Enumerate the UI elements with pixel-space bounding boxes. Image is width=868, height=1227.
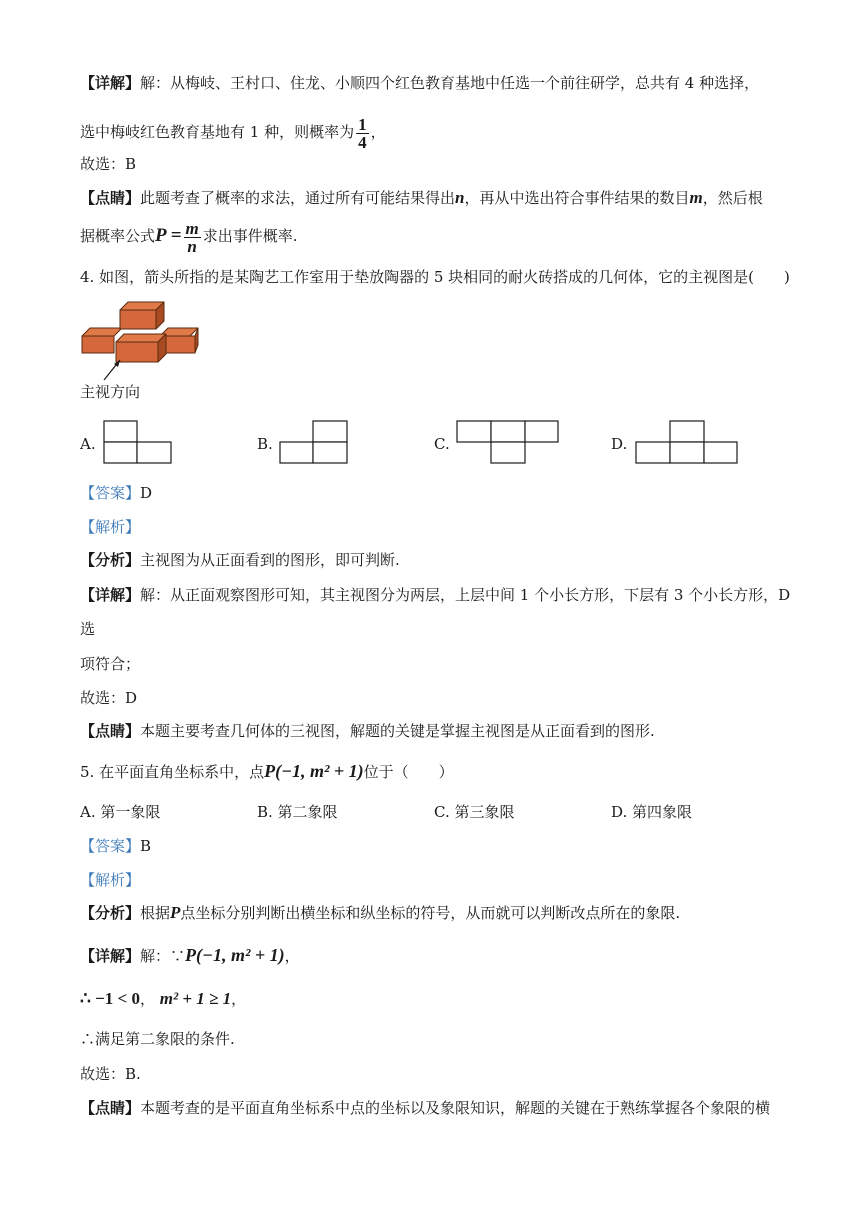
q4-detail-line1: 【详解】解：从正面观察图形可知，其主视图分为两层，上层中间 1 个小长方形，下层有 3 个小长方形，D (80, 586, 791, 604)
q3-choose: 故选：B (80, 155, 137, 173)
q4-option-c-label: C. (434, 435, 450, 453)
q5-comment: 【点睛】本题考查的是平面直角坐标系中点的坐标以及象限知识，解题的关键在于熟练掌握各个象限的横 (80, 1099, 771, 1117)
q5-point: P(−1, m² + 1) (264, 761, 364, 781)
q4-answer: 【答案】D (80, 484, 153, 502)
q4-analysis-tag: 【解析】 (80, 518, 141, 536)
q5-option-d: D. 第四象限 (611, 803, 693, 821)
q4-detail-line3: 项符合； (80, 655, 141, 673)
q5-answer: 【答案】B (80, 837, 152, 855)
q5-option-a: A. 第一象限 (80, 803, 161, 821)
probability-formula: $\frac{m}{n}$ (185, 218, 199, 256)
probability-fraction: $\frac{1}{4}$ (358, 114, 367, 152)
q4-option-a-label: A. (80, 435, 96, 453)
q5-satisfy: ∴满足第二象限的条件. (80, 1030, 235, 1048)
q5-therefore: ∴ −1 < 0， m² + 1 ≥ 1， (80, 989, 247, 1008)
q5-analyze: 【分析】根据P点坐标分别判断出横坐标和纵坐标的符号，从而就可以判断改点所在的象限. (80, 903, 681, 922)
q3-comment-line1: 【点睛】此题考查了概率的求法，通过所有可能结果得出n，再从中选出符合事件结果的数目m，然后根 (80, 188, 763, 207)
q3-detail-line1: 【详解】解：从梅岐、王村口、住龙、小顺四个红色教育基地中任选一个前往研学，总共有 4 种选择， (80, 74, 760, 92)
q4-comment: 【点睛】本题主要考查几何体的三视图，解题的关键是掌握主视图是从正面看到的图形. (80, 722, 655, 740)
q3-detail-line2: 选中梅岐红色教育基地有 1 种，则概率为 $\frac{1}{4}$ ， (80, 114, 386, 152)
q4-option-d-label: D. (611, 435, 628, 453)
q4-choose: 故选：D (80, 689, 138, 707)
q4-option-a-figure (103, 420, 173, 464)
q4-analyze: 【分析】主视图为从正面看到的图形，即可判断. (80, 551, 400, 569)
q5-option-b: B. 第二象限 (257, 803, 338, 821)
q4-option-d-figure (635, 420, 739, 464)
q4-detail-line2: 选 (80, 620, 96, 638)
brick-figure (80, 298, 202, 382)
view-direction-label: 主视方向 (80, 383, 141, 401)
q4-option-b-figure (279, 420, 349, 464)
q4-stem: 4. 如图，箭头所指的是某陶艺工作室用于垫放陶器的 5 块相同的耐火砖搭成的几何体，它的主视图是( ) (80, 268, 790, 286)
q5-detail: 【详解】解：∵P(−1, m² + 1)， (80, 945, 300, 965)
q4-option-b-label: B. (257, 435, 273, 453)
detail-tag: 【详解】 (80, 74, 141, 92)
q5-stem: 5. 在平面直角坐标系中，点P(−1, m² + 1)位于（ ） (80, 761, 454, 781)
q5-analysis-tag: 【解析】 (80, 871, 141, 889)
q5-option-c: C. 第三象限 (434, 803, 515, 821)
q5-choose: 故选：B. (80, 1065, 141, 1083)
q3-comment-line2: 据概率公式P = $\frac{m}{n}$ 求出事件概率. (80, 218, 298, 256)
q4-option-c-figure (456, 420, 560, 464)
